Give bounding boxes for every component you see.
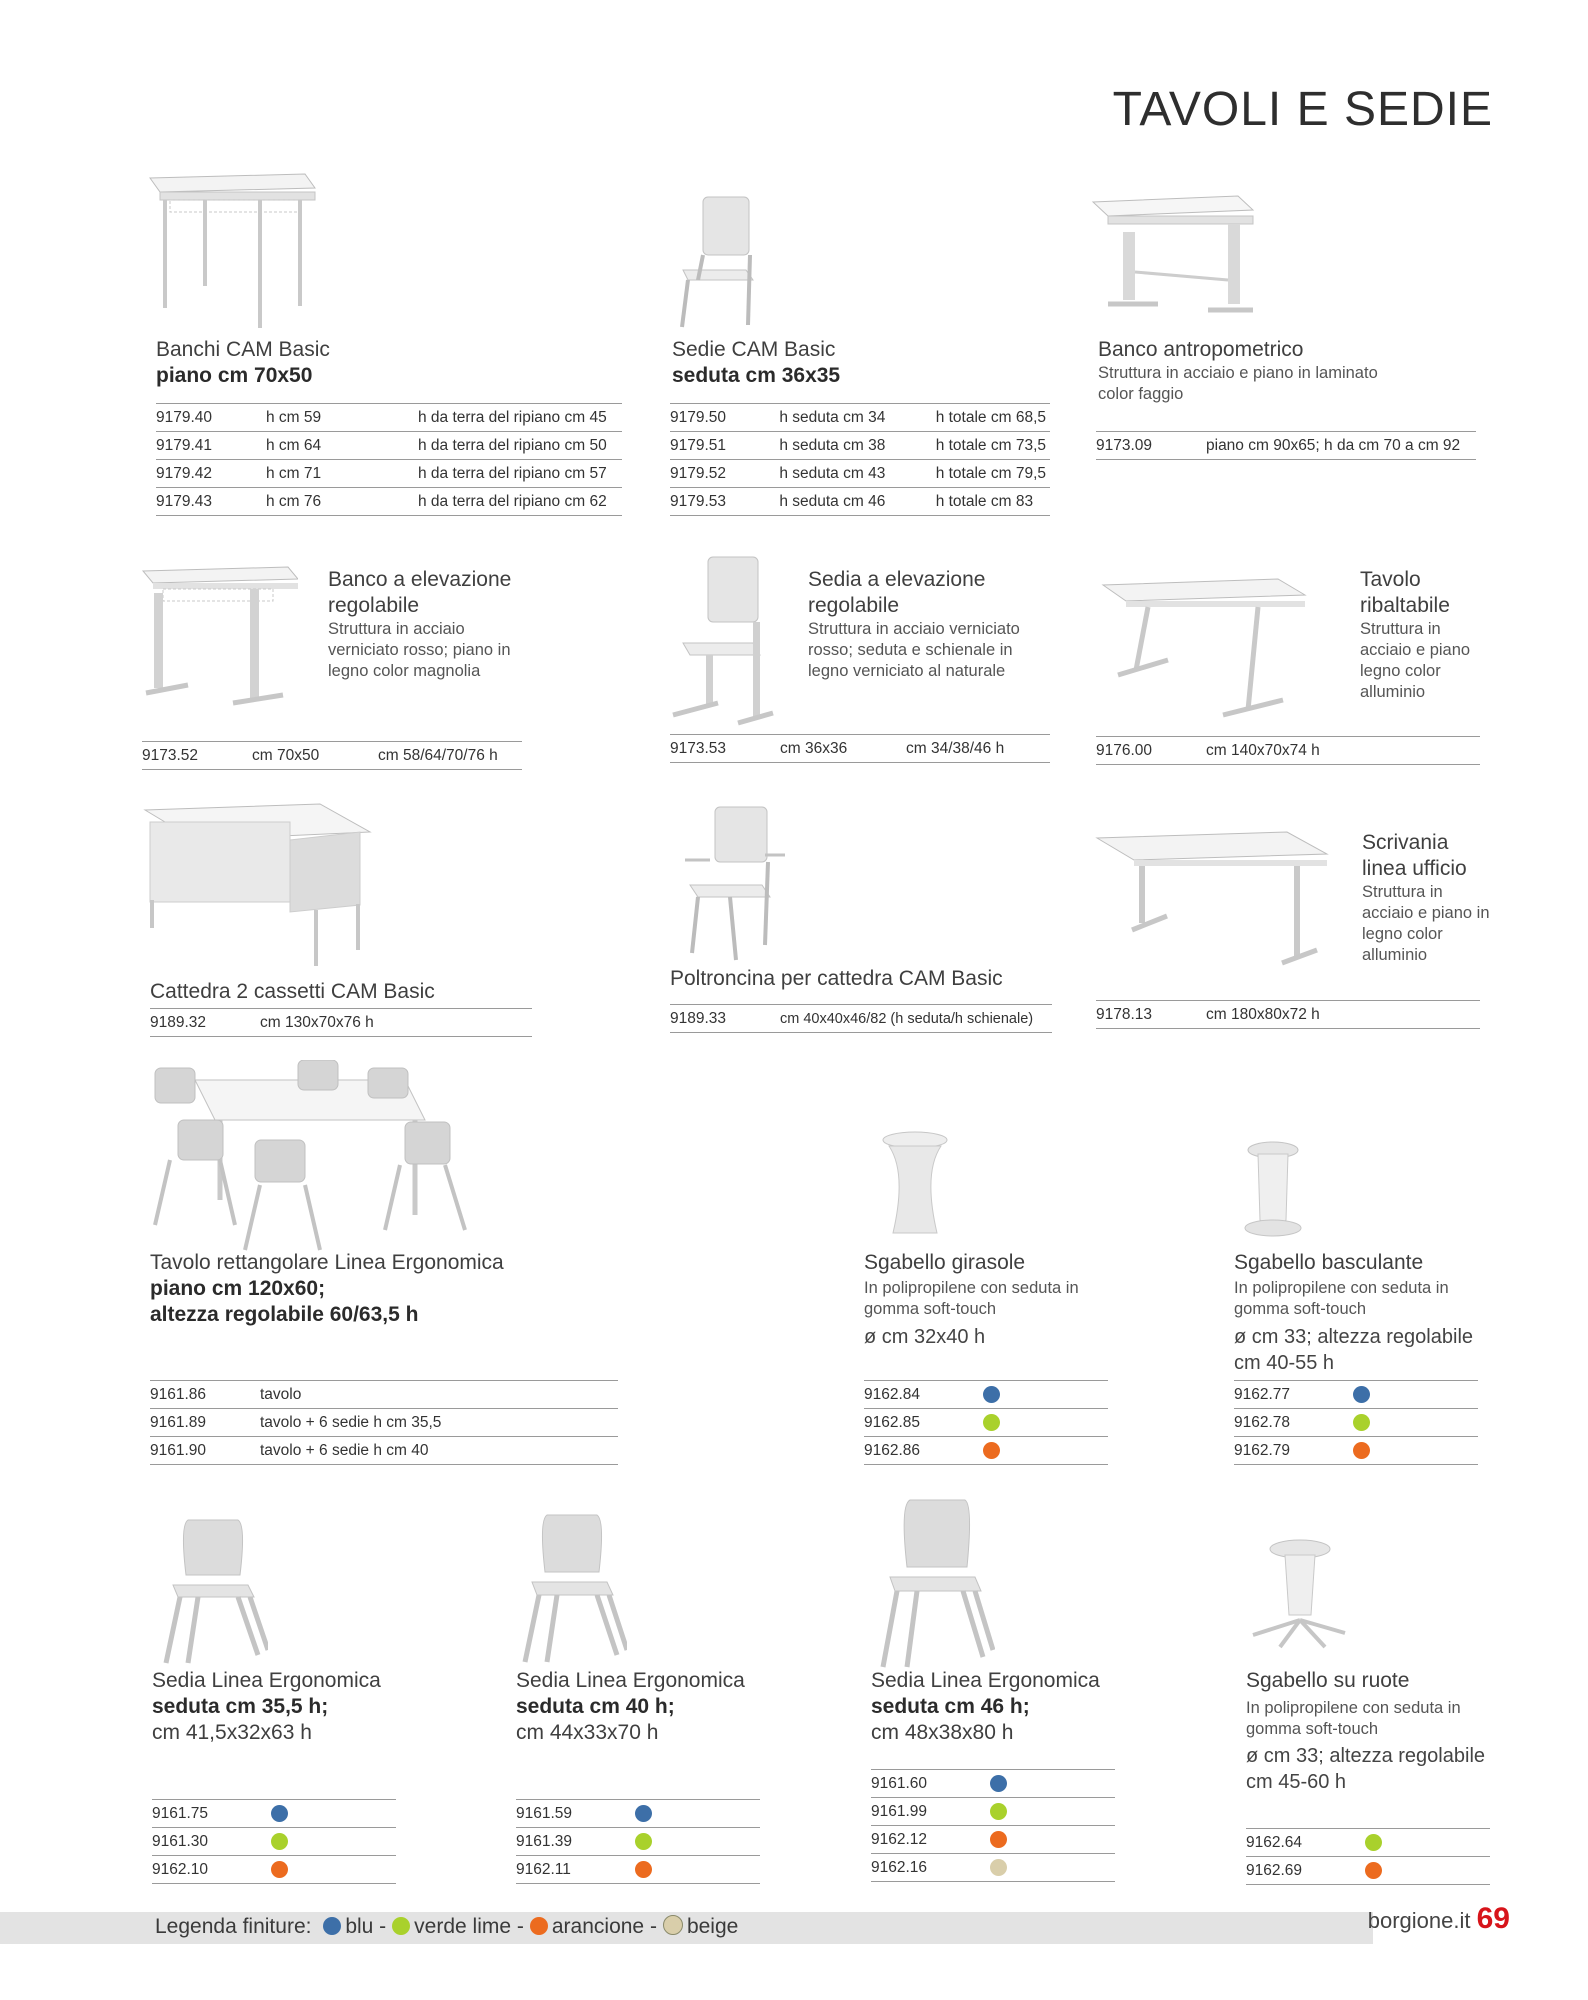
- product-detail: h da terra del ripiano cm 57: [418, 460, 622, 488]
- color-dot-icon: [635, 1833, 652, 1850]
- product-title: Sedia Linea Ergonomica: [871, 1669, 1100, 1692]
- sgabello-basculante-name: Sgabello basculante: [1234, 1251, 1424, 1274]
- ergonomic-chair-40-image: [517, 1510, 627, 1665]
- spec-line: cm 40-55 h: [1234, 1352, 1335, 1374]
- product-detail: h totale cm 68,5: [936, 404, 1050, 432]
- adjustable-desk-image: [138, 563, 298, 713]
- product-height: h seduta cm 34: [779, 404, 935, 432]
- site-name: borgione.it: [1367, 1908, 1471, 1933]
- product-title: Tavolo rettangolare Linea Ergonomica: [150, 1251, 504, 1274]
- product-title: Sedia Linea Ergonomica: [152, 1669, 381, 1692]
- product-code: 9179.50: [670, 404, 779, 432]
- product-subtitle: piano cm 70x50: [156, 364, 313, 387]
- anthropometric-desk-image: [1088, 192, 1258, 317]
- sgabello-basculante-spec: [1234, 1324, 1473, 1376]
- product-title: Sedia Linea Ergonomica: [516, 1669, 745, 1692]
- color-swatch-cell: [271, 1828, 396, 1856]
- table-row: [670, 404, 1050, 432]
- product-code: 9179.41: [156, 432, 266, 460]
- color-dot-icon: [990, 1859, 1007, 1876]
- poltroncina-table: [670, 1004, 1052, 1033]
- color-dot-icon: [1353, 1414, 1370, 1431]
- page-footer: [1368, 1902, 1510, 1936]
- product-code: 9162.79: [1234, 1437, 1353, 1465]
- product-code: 9162.64: [1246, 1829, 1365, 1857]
- adjustable-chair-image: [668, 555, 778, 730]
- banchi-cam-table: [156, 403, 622, 516]
- color-swatch-cell: [983, 1381, 1108, 1409]
- product-code: 9161.90: [150, 1437, 260, 1465]
- color-swatch-cell: [990, 1770, 1115, 1798]
- product-size: cm 44x33x70 h: [516, 1721, 659, 1744]
- product-size: cm 130x70x76 h: [260, 1009, 532, 1037]
- tavolo-ribaltabile-table: [1096, 736, 1480, 765]
- sedia-40-name: [516, 1668, 745, 1746]
- sedia-46-table: [871, 1769, 1115, 1882]
- color-dot-icon: [271, 1833, 288, 1850]
- table-row: [871, 1798, 1115, 1826]
- tavolo-ergonomica-table: [150, 1380, 618, 1465]
- product-size: cm 140x70x74 h: [1206, 737, 1480, 765]
- product-subtitle: seduta cm 36x35: [672, 364, 841, 387]
- product-detail: h totale cm 79,5: [936, 460, 1050, 488]
- sgabello-basculante-table: [1234, 1380, 1478, 1465]
- color-dot-icon: [271, 1861, 288, 1878]
- product-detail: h da terra del ripiano cm 50: [418, 432, 622, 460]
- product-code: 9161.89: [150, 1409, 260, 1437]
- color-dot-icon: [635, 1805, 652, 1822]
- product-code: 9162.84: [864, 1381, 983, 1409]
- product-code: 9189.33: [670, 1005, 780, 1033]
- sedia-elevazione-desc: Struttura in acciaio verniciato rosso; seduta e schienale in legno verniciato al naturale: [808, 620, 1020, 680]
- color-swatch-cell: [990, 1854, 1115, 1882]
- product-subtitle: seduta cm 46 h;: [871, 1695, 1030, 1718]
- table-row: [516, 1856, 760, 1884]
- color-swatch-cell: [271, 1800, 396, 1828]
- banchi-cam-name: [156, 337, 330, 389]
- sedia-40-table: [516, 1799, 760, 1884]
- ergonomic-chair-46-image: [875, 1495, 995, 1670]
- sunflower-stool-image: [875, 1128, 955, 1238]
- office-desk-image: [1092, 828, 1332, 968]
- product-code: 9161.59: [516, 1800, 635, 1828]
- product-height: h cm 64: [266, 432, 418, 460]
- product-detail: tavolo + 6 sedie h cm 35,5: [260, 1409, 618, 1437]
- color-swatch-cell: [990, 1798, 1115, 1826]
- product-height: h cm 76: [266, 488, 418, 516]
- legend-dot-icon: [392, 1917, 410, 1935]
- table-row: [1246, 1857, 1490, 1885]
- banco-elevazione-desc: Struttura in acciaio verniciato rosso; piano in legno color magnolia: [328, 620, 511, 680]
- product-detail: tavolo + 6 sedie h cm 40: [260, 1437, 618, 1465]
- page-number: 69: [1476, 1902, 1510, 1935]
- tavolo-ribaltabile-name: Tavolo ribaltabile: [1360, 568, 1450, 617]
- color-dot-icon: [983, 1442, 1000, 1459]
- product-code: 9162.10: [152, 1856, 271, 1884]
- product-code: 9179.51: [670, 432, 779, 460]
- banco-antropometrico-desc: Struttura in acciaio e piano in laminato color faggio: [1098, 364, 1378, 403]
- color-dot-icon: [1353, 1442, 1370, 1459]
- table-row: [1234, 1409, 1478, 1437]
- color-dot-icon: [990, 1803, 1007, 1820]
- table-with-chairs-image: [150, 1060, 485, 1255]
- product-size: cm 48x38x80 h: [871, 1721, 1014, 1744]
- banco-elevazione-name: Banco a elevazione regolabile: [328, 568, 512, 617]
- table-row: [156, 488, 622, 516]
- product-detail: h da terra del ripiano cm 45: [418, 404, 622, 432]
- product-detail: h totale cm 83: [936, 488, 1050, 516]
- product-height: cm 34/38/46 h: [906, 735, 1050, 763]
- product-code: 9161.30: [152, 1828, 271, 1856]
- cattedra-table: [150, 1008, 532, 1037]
- table-row: [1246, 1829, 1490, 1857]
- product-code: 9161.99: [871, 1798, 990, 1826]
- color-dot-icon: [983, 1414, 1000, 1431]
- product-code: 9162.16: [871, 1854, 990, 1882]
- product-detail: h da terra del ripiano cm 62: [418, 488, 622, 516]
- table-row: [152, 1800, 396, 1828]
- sgabello-ruote-spec: [1246, 1743, 1485, 1795]
- product-code: 9162.85: [864, 1409, 983, 1437]
- color-dot-icon: [1365, 1862, 1382, 1879]
- poltroncina-name: Poltroncina per cattedra CAM Basic: [670, 967, 1003, 990]
- table-row: [150, 1381, 618, 1409]
- school-chair-image: [668, 195, 768, 330]
- product-title: Sedie CAM Basic: [672, 338, 836, 361]
- sgabello-ruote-table: [1246, 1828, 1490, 1885]
- wheeled-stool-image: [1245, 1535, 1355, 1655]
- legend-item-label: beige: [686, 1915, 739, 1938]
- color-swatch-cell: [635, 1856, 760, 1884]
- product-subtitle: piano cm 120x60;: [150, 1277, 326, 1300]
- sedia-355-table: [152, 1799, 396, 1884]
- product-code: 9189.32: [150, 1009, 260, 1037]
- product-height: h seduta cm 43: [779, 460, 935, 488]
- product-title: Banchi CAM Basic: [156, 338, 330, 361]
- banco-antropometrico-name: Banco antropometrico: [1098, 338, 1304, 361]
- sedia-elevazione-name: Sedia a elevazione regolabile: [808, 568, 986, 617]
- sedia-355-name: [152, 1668, 381, 1746]
- table-row: [156, 432, 622, 460]
- product-code: 9161.60: [871, 1770, 990, 1798]
- color-swatch-cell: [635, 1800, 760, 1828]
- color-dot-icon: [635, 1861, 652, 1878]
- sgabello-ruote-desc: In polipropilene con seduta in gomma soft-touch: [1246, 1699, 1461, 1738]
- table-row: [516, 1828, 760, 1856]
- legend-dot-icon: [530, 1917, 548, 1935]
- sedia-elevazione-table: [670, 734, 1050, 763]
- table-row: [1234, 1381, 1478, 1409]
- product-code: 9162.69: [1246, 1857, 1365, 1885]
- table-row: [871, 1770, 1115, 1798]
- color-swatch-cell: [1365, 1829, 1490, 1857]
- armchair-image: [680, 805, 790, 965]
- spec-line: ø cm 33; altezza regolabile: [1234, 1326, 1474, 1348]
- table-row: [864, 1437, 1108, 1465]
- color-swatch-cell: [1353, 1437, 1478, 1465]
- legend-dot-icon: [323, 1917, 341, 1935]
- product-size: cm 36x36: [780, 735, 906, 763]
- product-code: 9162.11: [516, 1856, 635, 1884]
- spec-line: ø cm 33; altezza regolabile: [1246, 1745, 1486, 1767]
- sgabello-girasole-name: Sgabello girasole: [864, 1251, 1026, 1274]
- product-code: 9173.52: [142, 742, 252, 770]
- color-swatch-cell: [1353, 1381, 1478, 1409]
- legend-label: Legenda finiture:: [155, 1915, 312, 1938]
- table-row: [152, 1828, 396, 1856]
- color-dot-icon: [983, 1386, 1000, 1403]
- sgabello-ruote-name: Sgabello su ruote: [1246, 1669, 1410, 1692]
- product-code: 9162.77: [1234, 1381, 1353, 1409]
- color-dot-icon: [271, 1805, 288, 1822]
- product-size: cm 40x40x46/82 (h seduta/h schienale): [780, 1005, 1052, 1033]
- product-height: h cm 59: [266, 404, 418, 432]
- color-swatch-cell: [635, 1828, 760, 1856]
- product-code: 9176.00: [1096, 737, 1206, 765]
- product-code: 9173.53: [670, 735, 780, 763]
- color-dot-icon: [990, 1831, 1007, 1848]
- color-swatch-cell: [1353, 1409, 1478, 1437]
- table-row: [156, 404, 622, 432]
- ergonomic-chair-35-image: [158, 1515, 268, 1665]
- table-row: [871, 1826, 1115, 1854]
- product-height: h cm 71: [266, 460, 418, 488]
- teacher-desk-image: [140, 800, 375, 970]
- product-height: cm 58/64/70/76 h: [378, 742, 522, 770]
- product-code: 9162.78: [1234, 1409, 1353, 1437]
- table-row: [156, 460, 622, 488]
- school-desk-image: [140, 168, 320, 338]
- table-row: [670, 488, 1050, 516]
- table-row: [516, 1800, 760, 1828]
- scrivania-table: [1096, 1000, 1480, 1029]
- product-detail: tavolo: [260, 1381, 618, 1409]
- table-row: [150, 1437, 618, 1465]
- product-subtitle: altezza regolabile 60/63,5 h: [150, 1303, 419, 1326]
- product-spec: piano cm 90x65; h da cm 70 a cm 92: [1206, 432, 1476, 460]
- product-code: 9179.43: [156, 488, 266, 516]
- spec-line: cm 45-60 h: [1246, 1771, 1347, 1793]
- legend-item-label: arancione -: [551, 1915, 657, 1938]
- legend-item-label: blu -: [345, 1915, 387, 1938]
- color-swatch-cell: [990, 1826, 1115, 1854]
- table-row: [871, 1854, 1115, 1882]
- color-dot-icon: [990, 1775, 1007, 1792]
- banco-antropometrico-table: [1096, 431, 1476, 460]
- legend-dot-icon: [663, 1915, 683, 1935]
- folding-table-image: [1098, 575, 1308, 720]
- scrivania-desc: Struttura in acciaio e piano in legno color alluminio: [1362, 883, 1490, 964]
- product-code: 9179.40: [156, 404, 266, 432]
- color-swatch-cell: [983, 1437, 1108, 1465]
- color-swatch-cell: [1365, 1857, 1490, 1885]
- product-code: 9161.86: [150, 1381, 260, 1409]
- product-code: 9161.75: [152, 1800, 271, 1828]
- banco-elevazione-table: [142, 741, 522, 770]
- product-size: cm 180x80x72 h: [1206, 1001, 1480, 1029]
- sgabello-girasole-desc: In polipropilene con seduta in gomma soft-touch: [864, 1279, 1079, 1318]
- product-code: 9179.42: [156, 460, 266, 488]
- product-code: 9173.09: [1096, 432, 1206, 460]
- table-row: [864, 1409, 1108, 1437]
- tavolo-ribaltabile-desc: Struttura in acciaio e piano legno color alluminio: [1360, 620, 1471, 701]
- product-size: cm 41,5x32x63 h: [152, 1721, 312, 1744]
- scrivania-name: Scrivania linea ufficio: [1362, 831, 1467, 880]
- tavolo-ergonomica-name: [150, 1250, 504, 1328]
- product-height: h seduta cm 38: [779, 432, 935, 460]
- color-swatch-cell: [983, 1409, 1108, 1437]
- product-size: cm 70x50: [252, 742, 378, 770]
- page-title: TAVOLI E SEDIE: [1112, 83, 1493, 136]
- product-code: 9179.53: [670, 488, 779, 516]
- cattedra-name: Cattedra 2 cassetti CAM Basic: [150, 980, 435, 1003]
- product-code: 9178.13: [1096, 1001, 1206, 1029]
- rocking-stool-image: [1238, 1140, 1308, 1240]
- sgabello-girasole-table: [864, 1380, 1108, 1465]
- product-code: 9162.86: [864, 1437, 983, 1465]
- table-row: [864, 1381, 1108, 1409]
- product-detail: h totale cm 73,5: [936, 432, 1050, 460]
- table-row: [1234, 1437, 1478, 1465]
- sedia-46-name: [871, 1668, 1100, 1746]
- sgabello-basculante-desc: In polipropilene con seduta in gomma soft-touch: [1234, 1279, 1449, 1318]
- finishes-legend: [0, 1912, 1373, 1944]
- table-row: [150, 1409, 618, 1437]
- product-subtitle: seduta cm 40 h;: [516, 1695, 675, 1718]
- table-row: [670, 432, 1050, 460]
- color-dot-icon: [1353, 1386, 1370, 1403]
- sedie-cam-name: [672, 337, 840, 389]
- product-code: 9161.39: [516, 1828, 635, 1856]
- product-code: 9162.12: [871, 1826, 990, 1854]
- color-dot-icon: [1365, 1834, 1382, 1851]
- color-swatch-cell: [271, 1856, 396, 1884]
- sgabello-girasole-spec: ø cm 32x40 h: [864, 1326, 986, 1348]
- product-subtitle: seduta cm 35,5 h;: [152, 1695, 329, 1718]
- product-code: 9179.52: [670, 460, 779, 488]
- sedie-cam-table: [670, 403, 1050, 516]
- table-row: [670, 460, 1050, 488]
- product-height: h seduta cm 46: [779, 488, 935, 516]
- legend-item-label: verde lime -: [414, 1915, 524, 1938]
- table-row: [152, 1856, 396, 1884]
